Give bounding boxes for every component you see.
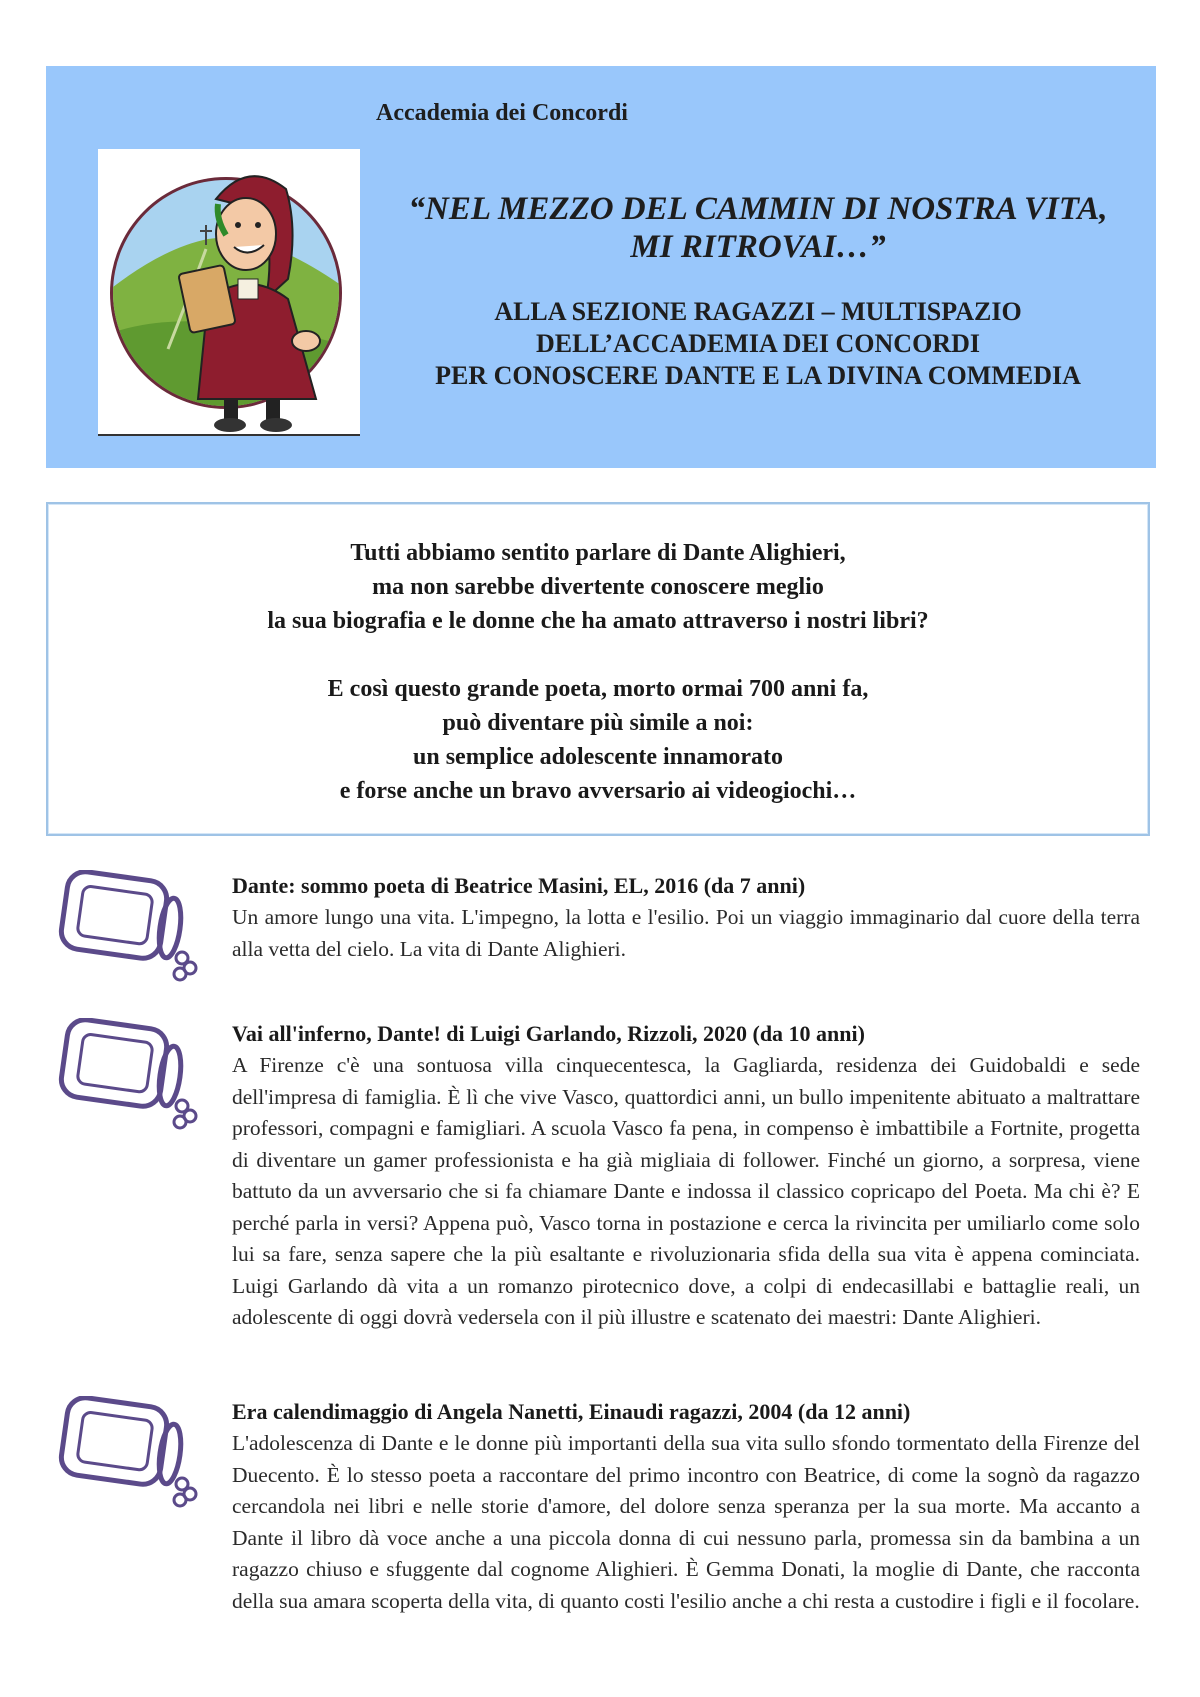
intro-line: ma non sarebbe divertente conoscere meglio <box>372 574 824 600</box>
subtitle-line-2: DELL’ACCADEMIA DEI CONCORDI <box>536 329 980 358</box>
pill-bottle-icon <box>58 1018 206 1134</box>
book-description: Un amore lungo una vita. L'impegno, la lotta e l'esilio. Poi un viaggio immaginario dal cuore della terra alla vetta del cielo. La vita di Dante Alighieri. <box>232 905 1140 961</box>
book-title: Vai all'inferno, Dante! di Luigi Garlando, Rizzoli, 2020 (da 10 anni) <box>232 1021 865 1046</box>
pill-bottle-icon <box>58 870 206 986</box>
intro-line: E così questo grande poeta, morto ormai 700 anni fa, <box>327 676 869 702</box>
intro-line: può diventare più simile a noi: <box>442 710 754 736</box>
organization-name: Accademia dei Concordi <box>376 100 628 126</box>
book-title: Dante: sommo poeta di Beatrice Masini, EL, 2016 (da 7 anni) <box>232 873 806 898</box>
intro-line: Tutti abbiamo sentito parlare di Dante Alighieri, <box>350 540 846 566</box>
header-quote <box>388 190 1128 266</box>
book-title: Era calendimaggio di Angela Nanetti, Einaudi ragazzi, 2004 (da 12 anni) <box>232 1399 911 1424</box>
intro-line: un semplice adolescente innamorato <box>413 744 783 770</box>
dante-logo <box>98 149 360 436</box>
quote-line-1: “NEL MEZZO DEL CAMMIN DI NOSTRA VITA, <box>408 191 1108 227</box>
book-description: L'adolescenza di Dante e le donne più importanti della sua vita sullo sfondo tormentato della Firenze del Duecento. È lo stesso poeta a raccontare del primo incontro con Beatrice, di come la sognò da ragazzo cercandola nei libri e nelle storie d'amore, del dolore senza speranza per la sua morte. Ma accanto a Dante il libro dà voce anche a una piccola donna di cui nessuno parla, promessa sin da bambina a un ragazzo chiuso e sfuggente dal cognome Alighieri. È Gemma Donati, la moglie di Dante, che racconta della sua amara scoperta della vita, di quanto costi l'esilio anche a chi resta a custodire i figli e il focolare. <box>232 1431 1140 1613</box>
header-subtitle <box>388 296 1128 392</box>
header-banner <box>46 66 1156 468</box>
book-description: A Firenze c'è una sontuosa villa cinquecentesca, la Gagliarda, residenza dei Guidobaldi e sede dell'impresa di famiglia. È lì che vive Vasco, quattordici anni, un bullo impenitente abituato a maltrattare professori, compagni e famigliari. A scuola Vasco fa pena, in compenso è imbattibile a Fortnite, progetta di diventare un gamer professionista e ha già migliaia di follower. Finché un giorno, a sorpresa, viene battuto da un avversario che si fa chiamare Dante e indossa il classico copricapo del Poeta. Ma chi è? E perché parla in versi? Appena può, Vasco torna in postazione e cerca la rivincita per umiliarlo come solo lui sa fare, senza sapere che la più esaltante e rivoluzionaria sfida della sua vita è appena cominciata. Luigi Garlando dà vita a un romanzo pirotecnico dove, a colpi di endecasillabi e battaglie reali, un adolescente di oggi dovrà vedersela con il più illustre e scatenato dei maestri: Dante Alighieri. <box>232 1053 1140 1329</box>
intro-box <box>46 502 1150 836</box>
quote-line-2: MI RITROVAI…” <box>630 229 886 265</box>
subtitle-line-3: PER CONOSCERE DANTE E LA DIVINA COMMEDIA <box>435 361 1081 390</box>
pill-bottle-icon <box>58 1396 206 1512</box>
intro-line: e forse anche un bravo avversario ai videogiochi… <box>339 778 857 804</box>
intro-line: la sua biografia e le donne che ha amato attraverso i nostri libri? <box>267 608 929 634</box>
subtitle-line-1: ALLA SEZIONE RAGAZZI – MULTISPAZIO <box>494 297 1022 326</box>
